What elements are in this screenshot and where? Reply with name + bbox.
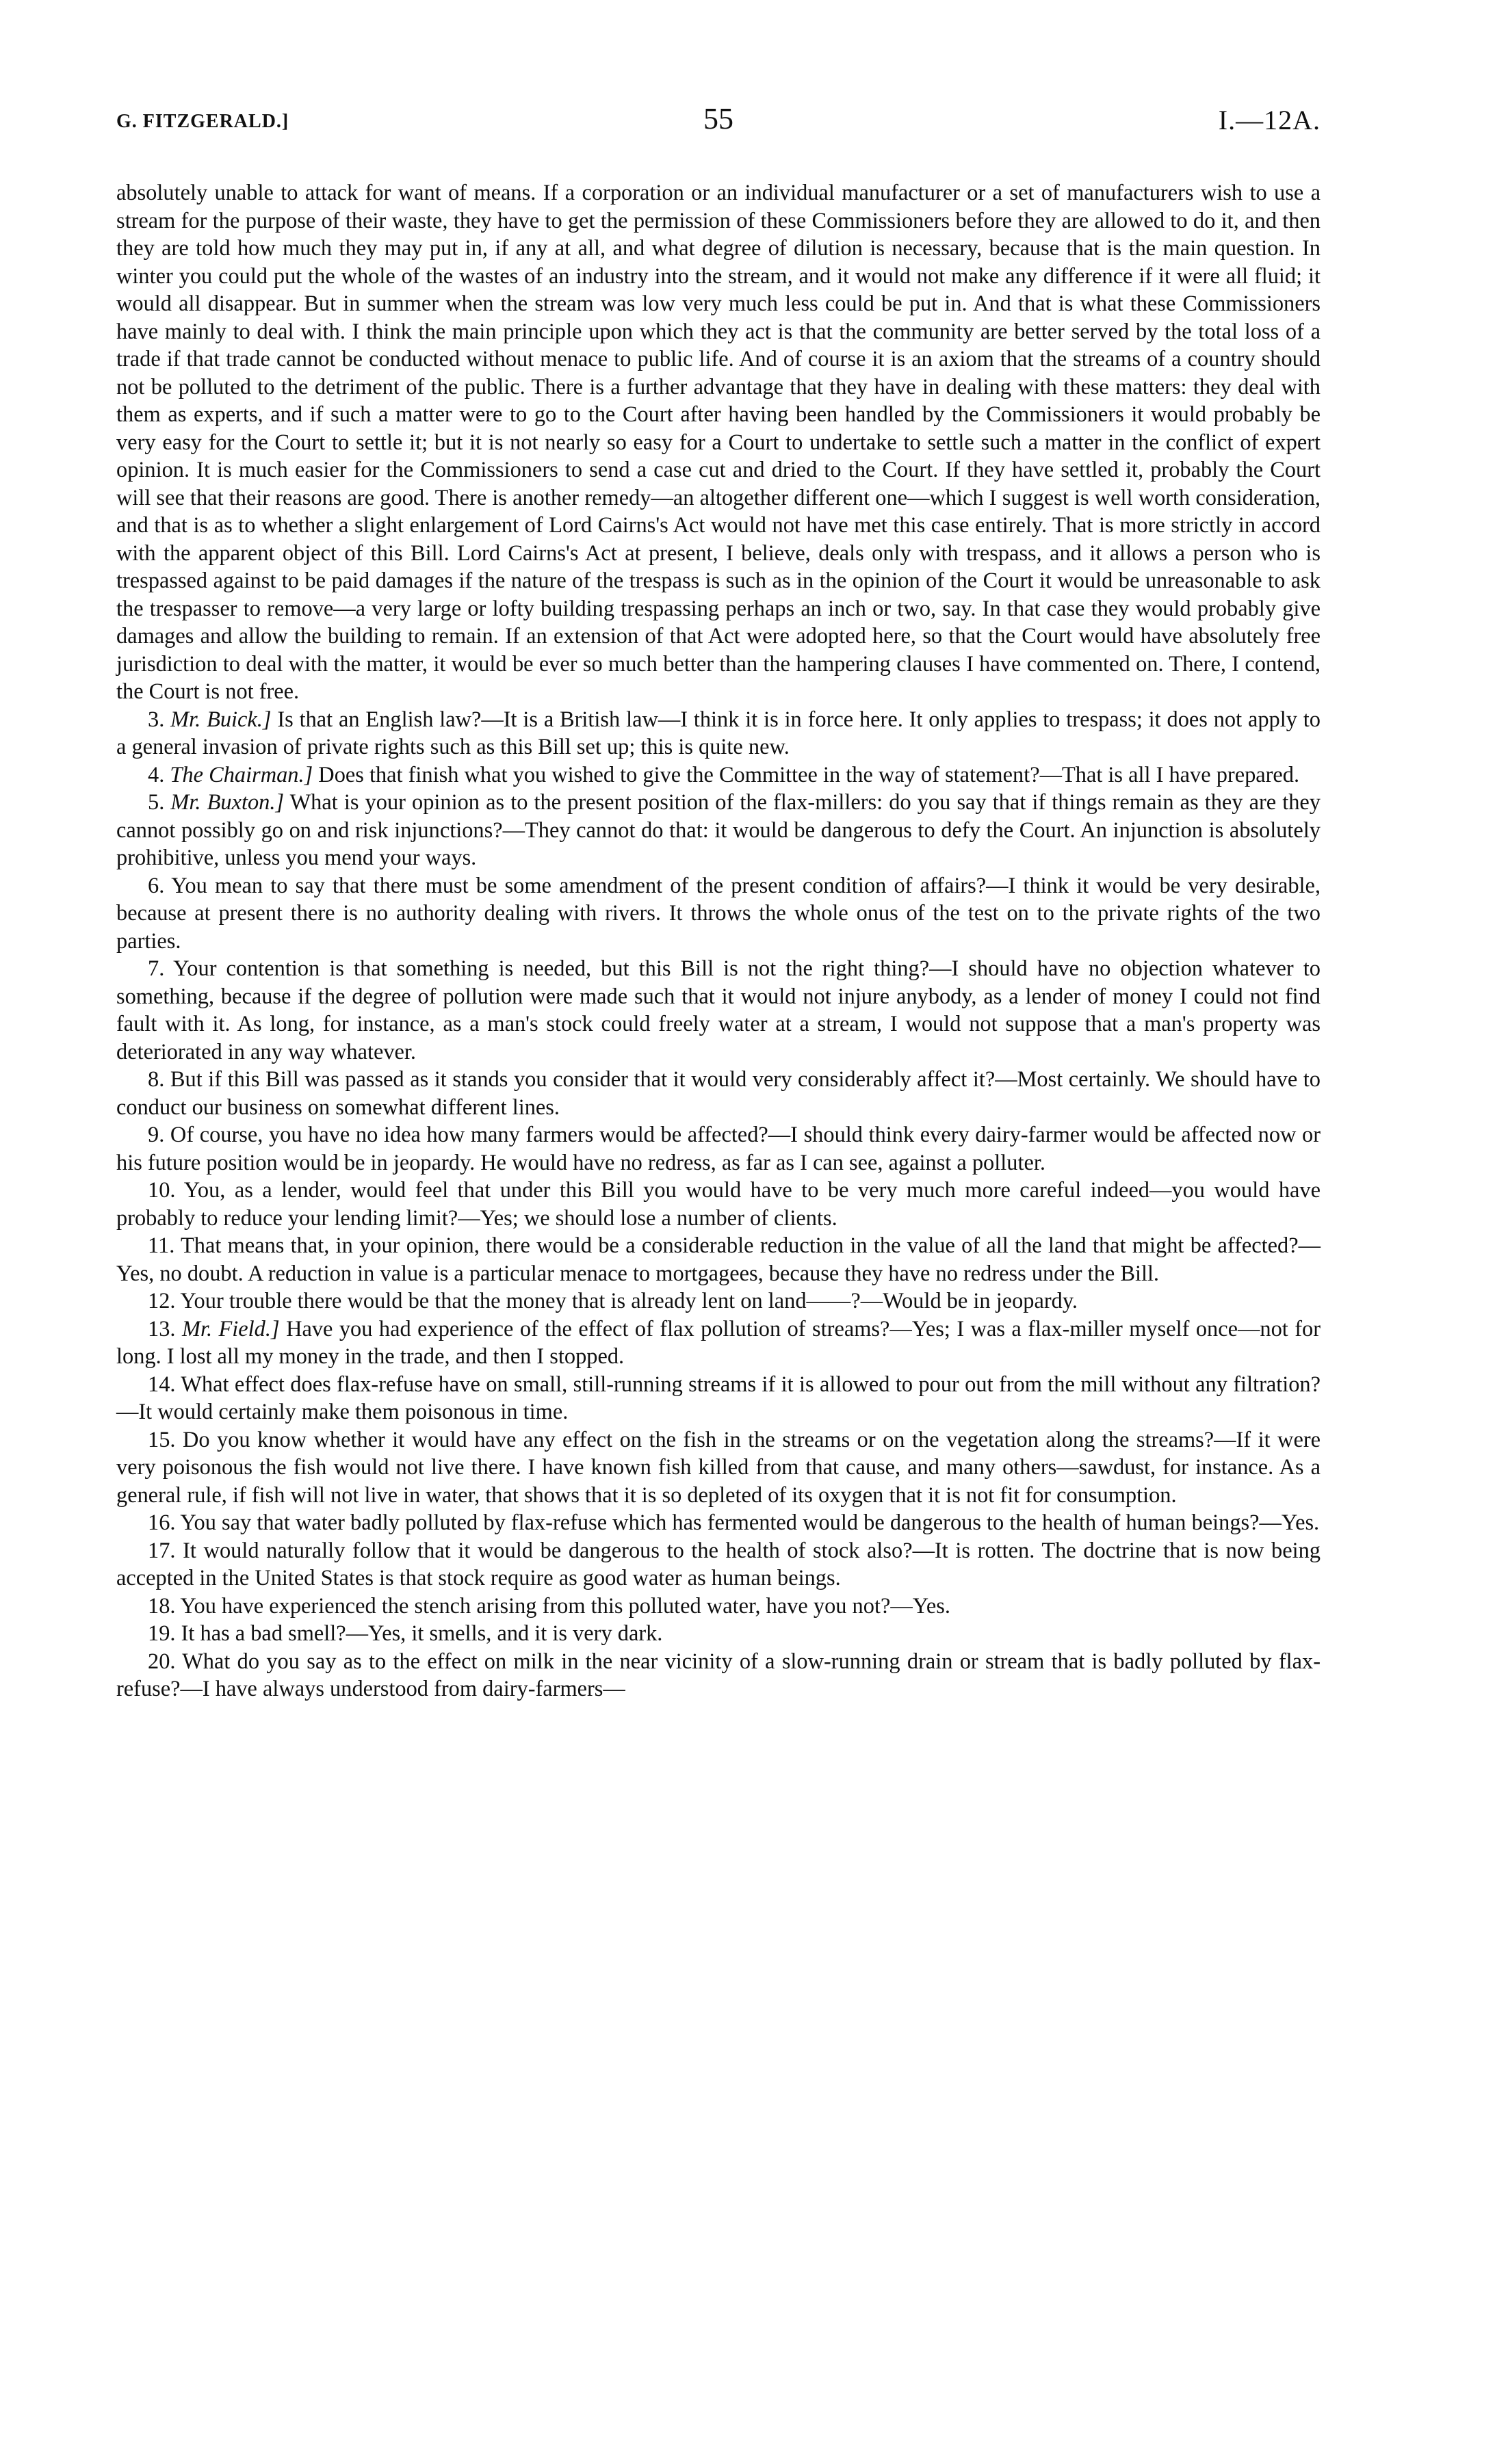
question-paragraph: 18. You have experienced the stench arising from this polluted water, have you not?—Yes. <box>148 1593 950 1618</box>
speaker-label: Mr. Buick.] <box>170 707 272 732</box>
question-paragraph: 16. You say that water badly polluted by flax-refuse which has fermented would be dangerous to the health of human beings?—Yes. <box>148 1510 1320 1535</box>
page-number: 55 <box>703 102 733 135</box>
question-paragraph: 8. But if this Bill was passed as it stands you consider that it would very considerably affect it?—Most certainly. We should have to conduct our business on somewhat different lines. <box>116 1067 1321 1120</box>
question-paragraph: 17. It would naturally follow that it would be dangerous to the health of stock also?—It is rotten. The doctrine that is now being accepted in the United States is that stock require as good water as human beings. <box>116 1538 1321 1590</box>
question-paragraph: 12. Your trouble there would be that the money that is already lent on land——?—Would be in jeopardy. <box>148 1289 1078 1313</box>
question-paragraph: 20. What do you say as to the effect on milk in the near vicinity of a slow-running drain or stream that is badly polluted by flax-refuse?—I have always understood from dairy-farmers— <box>116 1649 1321 1701</box>
continued-answer-paragraph: absolutely unable to attack for want of means. If a corporation or an individual manufacturer or a set of manufacturers wish to use a stream for the purpose of their waste, they have to get the permission of these Commissioners before they are allowed to do it, and then they are told how much they may put in, if any at all, and what degree of dilution is necessary, because that is the main question. In winter you could put the whole of the wastes of an industry into the stream, and it would not make any difference if it were all fluid; it would all disappear. But in summer when the stream was low very much less could be put in. And that is what these Commissioners have mainly to deal with. I think the main principle upon which they act is that the community are better served by the total loss of a trade if that trade cannot be conducted without menace to public life. And of course it is an axiom that the streams of a country should not be polluted to the detriment of the public. There is a further advantage that they have in dealing with these matters: they deal with them as experts, and if such a matter were to go to the Court after having been handled by the Commissioners it would probably be very easy for the Court to settle it; but it is not nearly so easy for a Court to undertake to settle such a matter in the conflict of expert opinion. It is much easier for the Commissioners to send a case cut and dried to the Court. If they have settled it, probably the Court will see that their reasons are good. There is another remedy—an altogether different one—which I suggest is well worth consideration, and that is as to whether a slight enlargement of Lord Cairns's Act would not have met this case entirely. That is more strictly in accord with the apparent object of this Bill. Lord Cairns's Act at present, I believe, deals only with trespass, and it allows a person who is trespassed against to be paid damages if the nature of the trespass is such as in the opinion of the Court it would be unreasonable to ask the trespasser to remove—a very large or lofty building trespassing perhaps an inch or two, say. In that case they would probably give damages and allow the building to remain. If an extension of that Act were adopted here, so that the Court would have absolutely free jurisdiction to deal with the matter, it would be ever so much better than the hampering clauses I have commented on. There, I contend, the Court is not free. <box>116 181 1321 704</box>
question-paragraph: 7. Your contention is that something is needed, but this Bill is not the right thing?—I should have no objection whatever to something, because if the degree of pollution were made such that it would not injure anybody, as a lender of money I could not find fault with it. As long, for instance, as a man's stock could freely water at a stream, I would not suppose that a man's property was deteriorated in any way whatever. <box>116 956 1321 1064</box>
question-paragraph: 14. What effect does flax-refuse have on small, still-running streams if it is allowed to pour out from the mill without any filtration?—It would certainly make them poisonous in time. <box>116 1372 1321 1424</box>
speaker-label: Mr. Field.] <box>181 1316 280 1341</box>
question-paragraph: 10. You, as a lender, would feel that under this Bill you would have to be very much more careful indeed—you would have probably to reduce your lending limit?—Yes; we should lose a number of clients. <box>116 1178 1321 1231</box>
speaker-label: Mr. Buxton.] <box>170 790 285 815</box>
witness-name-header: G. FITZGERALD.] <box>116 111 289 132</box>
question-paragraph: 13. Mr. Field.] Have you had experience of the effect of flax pollution of streams?—Yes; I was a flax-miller myself once—not for long. I lost all my money in the trade, and then I stopped. <box>116 1316 1321 1369</box>
question-paragraph: 9. Of course, you have no idea how many farmers would be affected?—I should think every dairy-farmer would be affected now or his future position would be in jeopardy. He would have no redress, as far as I can see, against a polluter. <box>116 1123 1321 1175</box>
question-paragraph: 4. The Chairman.] Does that finish what you wished to give the Committee in the way of statement?—That is all I have prepared. <box>148 762 1300 787</box>
question-paragraph: 3. Mr. Buick.] Is that an English law?—It is a British law—I think it is in force here. It only applies to trespass; it does not apply to a general invasion of private rights such as this Bill set up; this is quite new. <box>116 707 1321 759</box>
paper-reference: I.—12A. <box>1218 105 1321 135</box>
question-paragraph: 11. That means that, in your opinion, there would be a considerable reduction in the value of all the land that might be affected?—Yes, no doubt. A reduction in value is a particular menace to mortgagees, because they have no redress under the Bill. <box>116 1233 1321 1286</box>
question-paragraph: 15. Do you know whether it would have any effect on the fish in the streams or on the vegetation along the streams?—If it were very poisonous the fish would not live there. I have known fish killed from that cause, and many others—sawdust, for instance. As a general rule, if fish will not live in water, that shows that it is so depleted of its oxygen that it is not fit for consumption. <box>116 1427 1321 1508</box>
page-header <box>116 96 1321 150</box>
speaker-label: The Chairman.] <box>170 762 313 787</box>
evidence-text <box>116 179 1321 1703</box>
question-paragraph: 5. Mr. Buxton.] What is your opinion as to the present position of the flax-millers: do you say that if things remain as they are they cannot possibly go on and risk injunctions?—They cannot do that: it would be dangerous to defy the Court. An injunction is absolutely prohibitive, unless you mend your ways. <box>116 790 1321 870</box>
document-page <box>116 96 1321 1703</box>
question-paragraph: 19. It has a bad smell?—Yes, it smells, and it is very dark. <box>148 1621 663 1646</box>
question-paragraph: 6. You mean to say that there must be some amendment of the present condition of affairs?—I think it would be very desirable, because at present there is no authority dealing with rivers. It throws the whole onus of the test on to the private rights of the two parties. <box>116 873 1321 954</box>
